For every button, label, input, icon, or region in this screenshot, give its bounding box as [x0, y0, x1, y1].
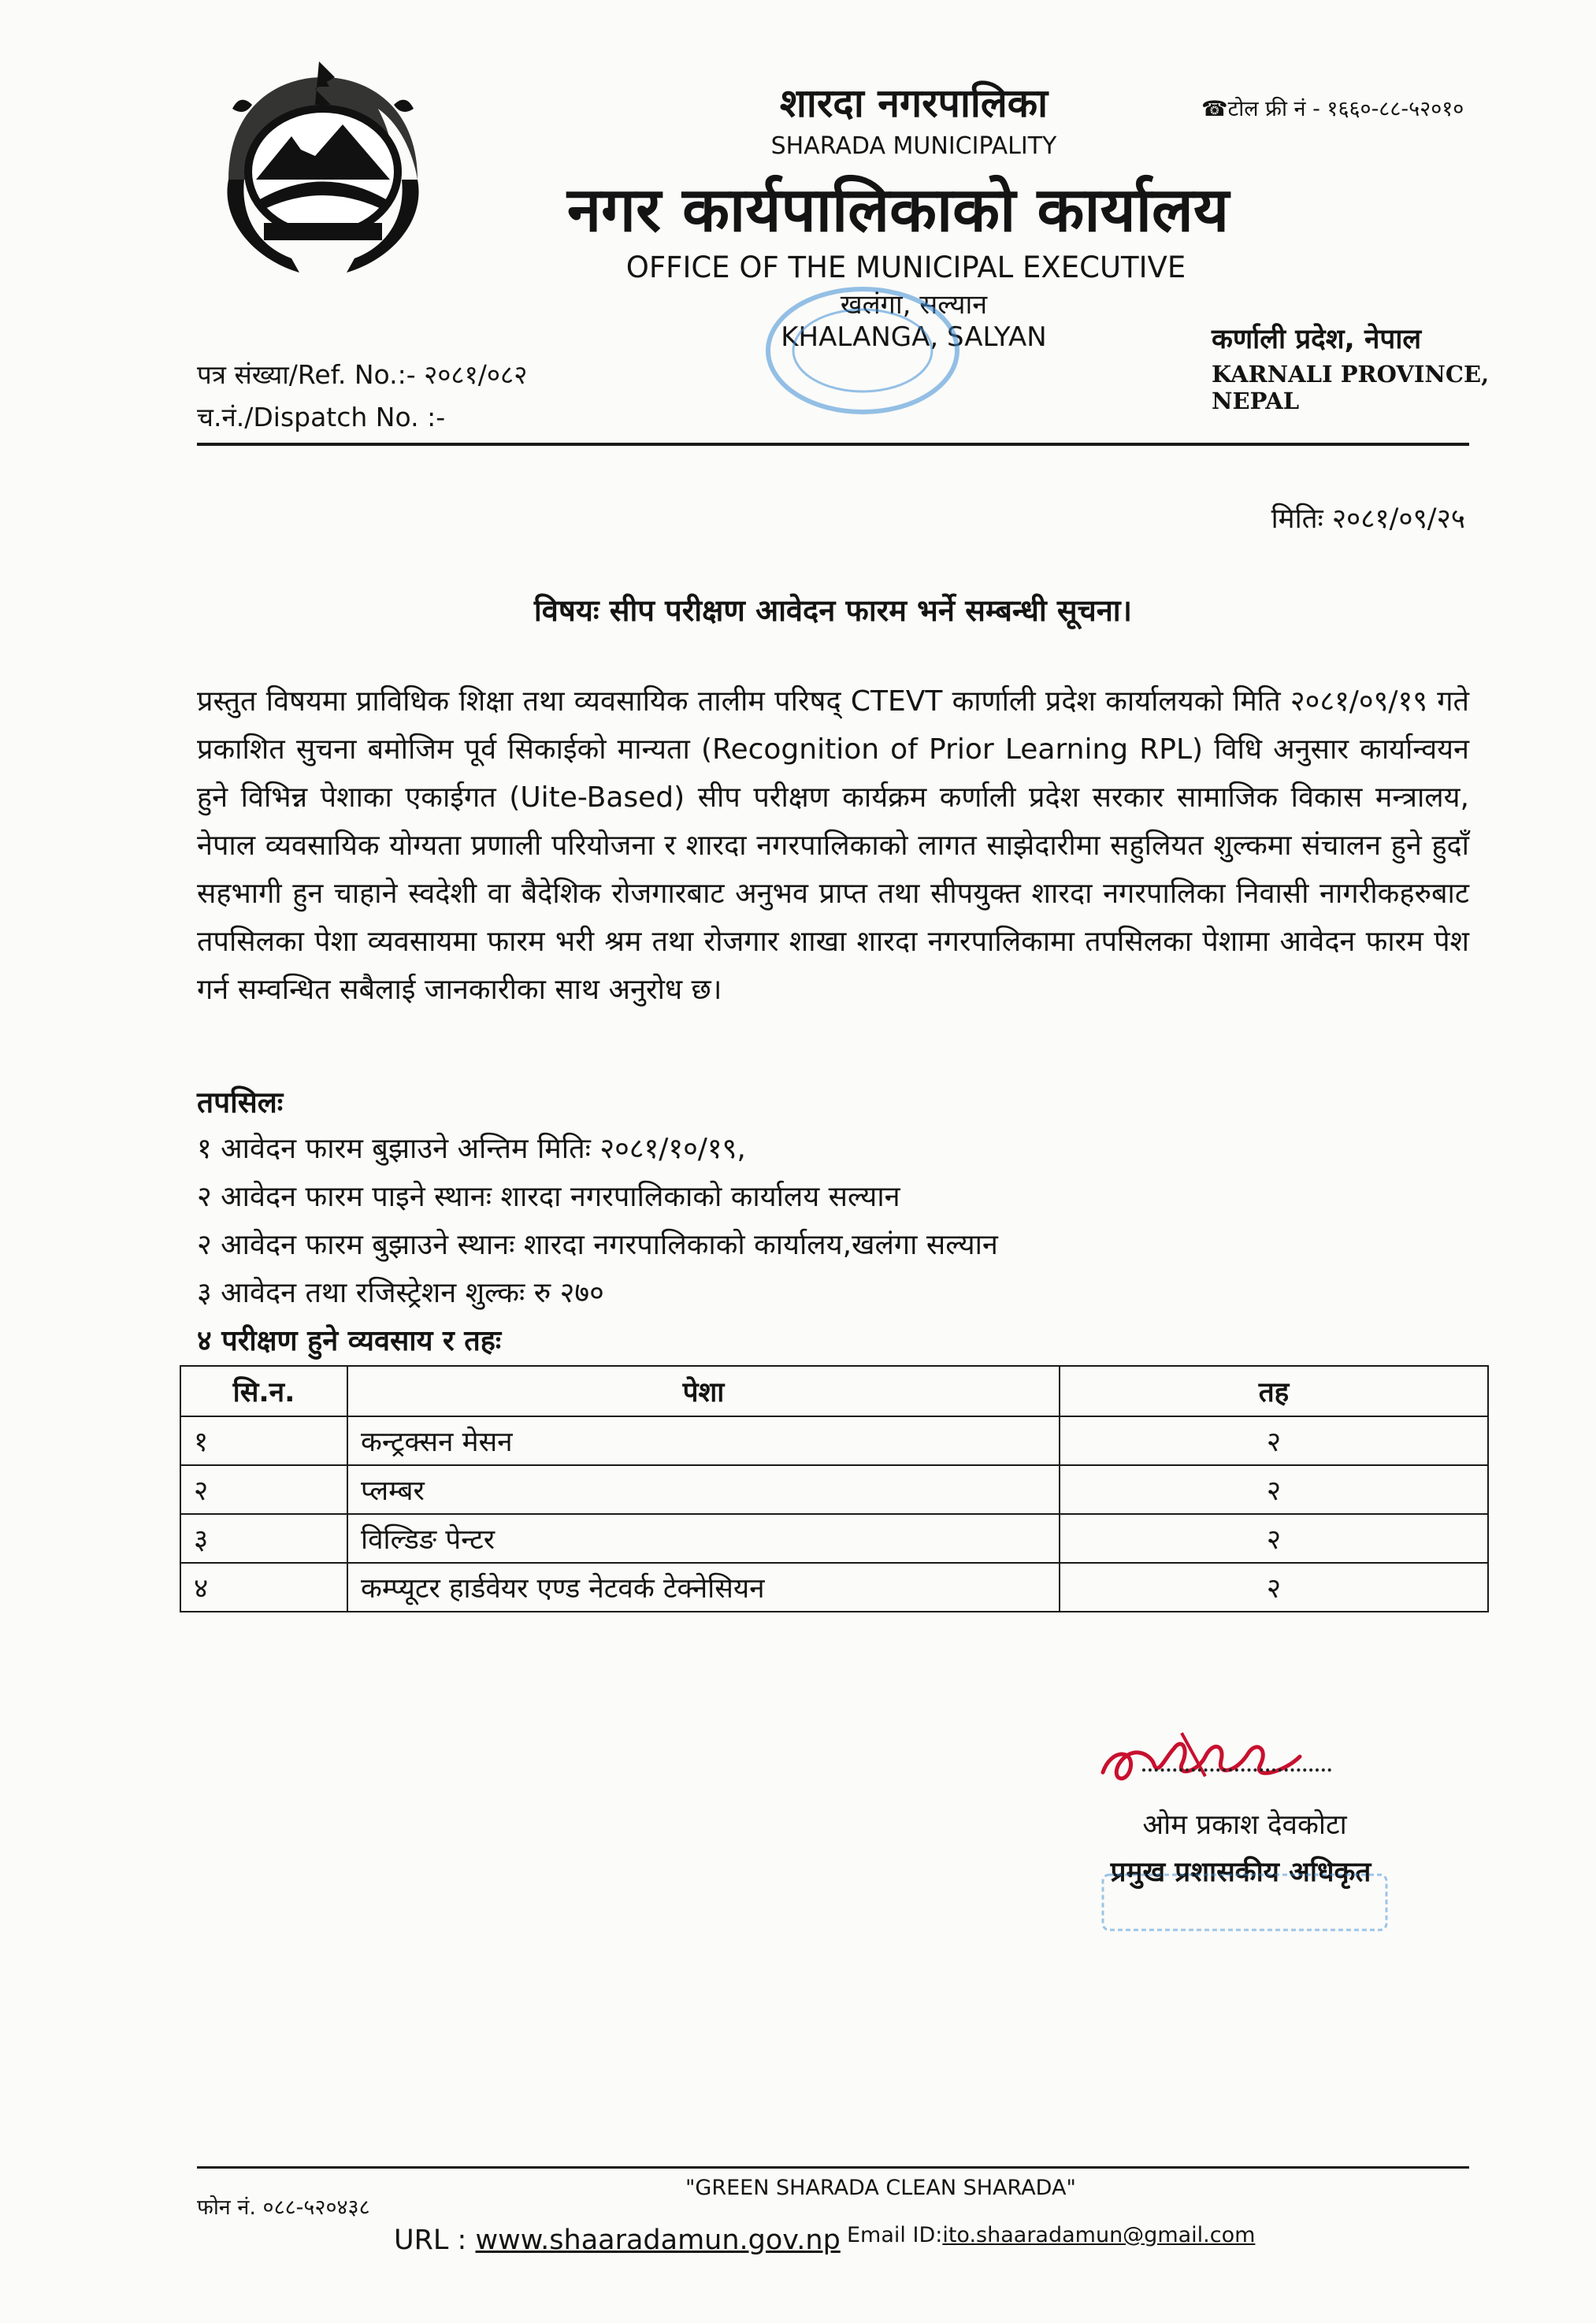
- details-list: [197, 1125, 1300, 1365]
- signature-line: [1142, 1768, 1331, 1772]
- table-cell-sn: २: [180, 1465, 347, 1514]
- province-en: KARNALI PROVINCE, NEPAL: [1212, 361, 1490, 414]
- table-header-occupation: पेशा: [347, 1366, 1060, 1416]
- office-location-en: KHALANGA, SALYAN: [781, 321, 1047, 353]
- office-stamp: [756, 280, 969, 417]
- province-np: कर्णाली प्रदेश, नेपाल: [1212, 324, 1422, 355]
- table-cell-level: २: [1060, 1416, 1488, 1465]
- email-link[interactable]: ito.shaaradamun@gmail.com: [942, 2223, 1256, 2247]
- municipality-name-np: शारदा नगरपालिका: [779, 80, 1049, 126]
- footer-phone: फोन नं. ०८८-५२०४३८: [197, 2195, 370, 2220]
- list-item: ३ आवेदन तथा रजिस्ट्रेशन शुल्कः रु २७०: [197, 1277, 604, 1309]
- list-item: ४ परीक्षण हुने व्यवसाय र तहः: [197, 1325, 502, 1357]
- url-label: URL :: [394, 2225, 476, 2256]
- letter-subject: विषयः सीप परीक्षण आवेदन फारम भर्ने सम्बन्धी सूचना।: [533, 593, 1133, 628]
- table-cell-sn: ४: [180, 1563, 347, 1612]
- municipality-name-en: SHARADA MUNICIPALITY: [770, 132, 1057, 160]
- office-location-np: खलंगा, सल्यान: [840, 289, 988, 321]
- handwritten-signature: [1087, 1717, 1355, 1796]
- occupation-table: [180, 1365, 1489, 1612]
- table-cell-level: २: [1060, 1563, 1488, 1612]
- letter-body: प्रस्तुत विषयमा प्राविधिक शिक्षा तथा व्यवसायिक तालीम परिषद् CTEVT कार्णाली प्रदेश कार्यालयको मिति २०८१/०९/१९ गते प्रकाशित सुचना बमोजिम पूर्व सिकाईको मान्यता (Recognition of Prior Learning RPL) विधि अनुसार कार्यान्वयन हुने विभिन्न पेशाका एकाईगत (Uite-Based) सीप परीक्षण कार्यक्रम कर्णाली प्रदेश सरकार सामाजिक विकास मन्त्रालय, नेपाल व्यवसायिक योग्यता प्रणाली परियोजना र शारदा नगरपालिकाको लागत साझेदारीमा सहुलियत शुल्कमा संचालन हुने हुदाँ सहभागी हुन चाहाने स्वदेशी वा बैदेशिक रोजगारबाट अनुभव प्राप्त तथा सीपयुक्त शारदा नगरपालिका निवासी नागरीकहरुबाट तपसिलका पेशा व्यवसायमा फारम भरी श्रम तथा रोजगार शाखा शारदा नगरपालिकामा तपसिलका पेशामा आवेदन फारम पेश गर्न सम्वन्धित सबैलाई जानकारीका साथ अनुरोध छ।: [197, 685, 1469, 1006]
- list-item: २ आवेदन फारम पाइने स्थानः शारदा नगरपालिकाको कार्यालय सल्यान: [197, 1181, 900, 1213]
- email-label: Email ID:: [847, 2223, 943, 2247]
- footer-email: [847, 2223, 1255, 2247]
- signatory-stamp: [1095, 1867, 1394, 1938]
- signatory-name: ओम प्रकाश देवकोटा: [1142, 1809, 1347, 1841]
- details-heading: तपसिलः: [197, 1085, 284, 1119]
- table-cell-level: २: [1060, 1514, 1488, 1563]
- footer-divider: [197, 2166, 1469, 2169]
- table-header-row: [180, 1366, 1488, 1416]
- table-cell-sn: ३: [180, 1514, 347, 1563]
- table-header-level: तह: [1060, 1366, 1488, 1416]
- website-link[interactable]: www.shaaradamun.gov.np: [475, 2225, 841, 2256]
- table-row: [180, 1416, 1488, 1465]
- dispatch-number: च.नं./Dispatch No. :-: [197, 402, 446, 432]
- list-item: २ आवेदन फारम बुझाउने स्थानः शारदा नगरपालिकाको कार्यालय,खलंगा सल्यान: [197, 1229, 998, 1261]
- table-cell-sn: १: [180, 1416, 347, 1465]
- toll-free-number: ☎टोल फ्री नं - १६६०-८८-५२०१०: [1201, 97, 1464, 121]
- table-cell-occupation: कम्प्यूटर हार्डवेयर एण्ड नेटवर्क टेक्नेसियन: [347, 1563, 1060, 1612]
- table-header-sn: सि.न.: [180, 1366, 347, 1416]
- header-divider: [197, 443, 1469, 446]
- table-cell-occupation: कन्ट्रक्सन मेसन: [347, 1416, 1060, 1465]
- list-item: १ आवेदन फारम बुझाउने अन्तिम मितिः २०८१/१०/१९,: [197, 1133, 746, 1165]
- table-row: [180, 1465, 1488, 1514]
- footer-slogan: "GREEN SHARADA CLEAN SHARADA": [685, 2176, 1076, 2200]
- table-cell-occupation: प्लम्बर: [347, 1465, 1060, 1514]
- table-cell-level: २: [1060, 1465, 1488, 1514]
- table-cell-occupation: विल्डिङ पेन्टर: [347, 1514, 1060, 1563]
- nepal-emblem-icon: [197, 61, 449, 290]
- reference-number: पत्र संख्या/Ref. No.:- २०८१/०८२: [197, 359, 528, 390]
- table-row: [180, 1563, 1488, 1612]
- table-row: [180, 1514, 1488, 1563]
- signatory-title: प्रमुख प्रशासकीय अधिकृत: [1110, 1856, 1371, 1888]
- footer-url: [394, 2225, 841, 2256]
- office-title-np: नगर कार्यपालिकाको कार्यालय: [566, 175, 1230, 246]
- office-title-en: OFFICE OF THE MUNICIPAL EXECUTIVE: [625, 250, 1186, 284]
- letter-date: मितिः २०८१/०९/२५: [1271, 503, 1465, 535]
